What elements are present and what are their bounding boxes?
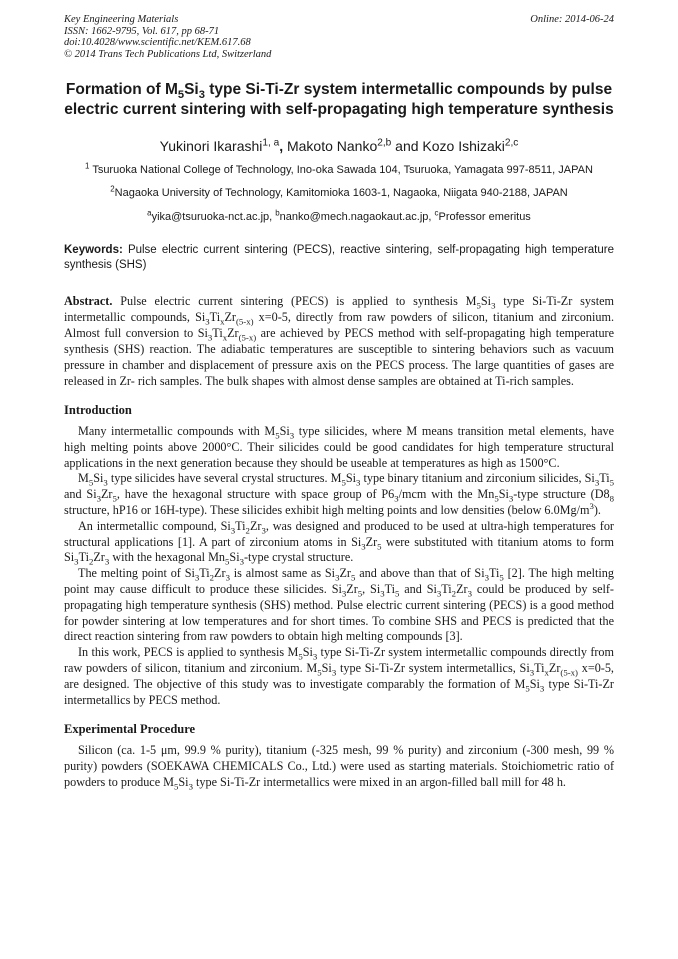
intro-paragraph-3: An intermetallic compound, $Si_3Ti_2Zr_3$, was designed and produced to be used at ultra-high temperatures for structural applications [1]. A part of zirconium atoms in $Si_3Zr_5$ were substituted with titanium atoms to form $Si_3Ti_2Zr_3$ with the hexagonal $Mn_5Si_3$-type crystal structure.: [64, 518, 614, 567]
author-name: Kozo Ishizaki: [422, 138, 505, 154]
experimental-paragraph-1: Silicon (ca. 1-5 μm, 99.9 % purity), titanium (-325 mesh, 99 % purity) and zirconium (-300 mesh, 99 % purity) powders (SOEKAWA CHEMICALS Co., Ltd.) were used as starting materials. Stoichiometric ratio of powders to produce $M_5Si_3$ type Si-Ti-Zr intermetallics were mixed in an argon-filled ball mill for 48 h.: [64, 743, 614, 792]
intro-paragraph-4: The melting point of $Si_3Ti_2Zr_3$ is almost same as $Si_3Zr_5$ and above than that of $Si_3Ti_5$ [2]. The high melting point may cause difficult to produce these silicides. $Si_3Zr_5$, $Si_3Ti_5$ and $Si_3Ti_2Zr_3$ could be produced by self-propagating high temperature synthesis (SHS) method. Pulse electric current sintering (PECS) is a good method for powder sintering at low temperatures and for short times. To combine SHS and PECS is predicted that the direct reaction sintering from raw powders to obtain high melting compounds [3].: [64, 566, 614, 644]
keywords: Keywords: Pulse electric current sintering (PECS), reactive sintering, self-propagating high temperature synthesis (SHS): [64, 244, 614, 271]
issn-line: ISSN: 1662-9795, Vol. 617, pp 68-71: [64, 25, 220, 37]
journal-header: [64, 14, 614, 60]
online-date: Online: 2014-06-24: [530, 14, 614, 25]
abstract: Abstract. Pulse electric current sintering (PECS) is applied to synthesis $M_5Si_3$ type Si-Ti-Zr system intermetallic compounds, $Si_3Ti_xZr_{(5-x)}$ x=0-5, directly from raw powders of silicon, titanium and zirconium. Almost full conversion to $Si_3Ti_xZr_{(5-x)}$ are achieved by PECS method with self-propagating high temperature synthesis (SHS) reaction. The adiabatic temperatures are susceptible to sintering behaviors such as vacuum pressure in chamber and displacement of pressure axis on the PECS process. The large quantities of gases are released in Zr- rich samples. The bulk shapes with almost dense samples are obtained at Ti-rich samples.: [64, 294, 615, 388]
author-emails: $^a$yika@tsuruoka-nct.ac.jp, $^b$nanko@mech.nagaokaut.ac.jp, $^c$Professor emeritus: [147, 208, 531, 223]
intro-paragraph-1: Many intermetallic compounds with $M_5Si_3$ type silicides, where M means transition metal elements, have high melting points above 2000°C. Their silicides could be good candidates for high temperature structural applications in the next generation because they should be useable at temperatures as high as 1500°C.: [64, 424, 614, 470]
author-list: Yukinori Ikarashi$^{1, a}$, Makoto Nanko$^{2,b}$ and Kozo Ishizaki$^{2,c}$: [159, 137, 519, 154]
intro-paragraph-5: In this work, PECS is applied to synthesis $M_5Si_3$ type Si-Ti-Zr system intermetallic compounds directly from raw powders of silicon, titanium and zirconium. $M_5Si_3$ type Si-Ti-Zr system intermetallics, $Si_3Ti_xZr_{(5-x)}$ x=0-5, are designed. The objective of this study was to investigate comparably the formation of $M_5Si_3$ type Si-Ti-Zr intermetallics by PECS method.: [64, 645, 615, 707]
affiliation-1: $^1$ Tsuruoka National College of Technology, Ino-oka Sawada 104, Tsuruoka, Yamagata 997-8511, JAPAN: [85, 161, 593, 176]
intro-paragraph-2: $M_5Si_3$ type silicides have several crystal structures. $M_5Si_3$ type binary titanium and zirconium silicides, $Si_3Ti_5$ and $Si_3Zr_5$, have the hexagonal structure with space group of $P6_3$/mcm with the $Mn_5Si_3$-type structure ($D8_8$ structure, hP16 or 16H-type). These silicides exhibit high melting points and low densities (below $6.0Mg/m^3$).: [64, 471, 614, 517]
section-heading-experimental: Experimental Procedure: [64, 722, 196, 737]
affiliation-2: $^2$Nagaoka University of Technology, Kamitomioka 1603-1, Nagaoka, Niigata 940-2188, JAPAN: [110, 184, 568, 199]
journal-name: Key Engineering Materials: [64, 14, 179, 25]
copyright-line: © 2014 Trans Tech Publications Ltd, Switzerland: [64, 48, 272, 60]
author-name: Yukinori Ikarashi: [159, 138, 263, 154]
section-heading-introduction: Introduction: [64, 403, 132, 417]
author-name: Makoto Nanko: [286, 138, 378, 154]
abstract-label: Abstract.: [64, 294, 113, 308]
paper-title: Formation of $M_5Si_3$ type Si-Ti-Zr system intermetallic compounds by pulse electric current sintering with self-propagating high temperature synthesis: [64, 81, 614, 118]
doi-line: doi:10.4028/www.scientific.net/KEM.617.68: [64, 37, 251, 48]
keywords-label: Keywords:: [64, 244, 123, 256]
journal-info: [64, 14, 271, 60]
